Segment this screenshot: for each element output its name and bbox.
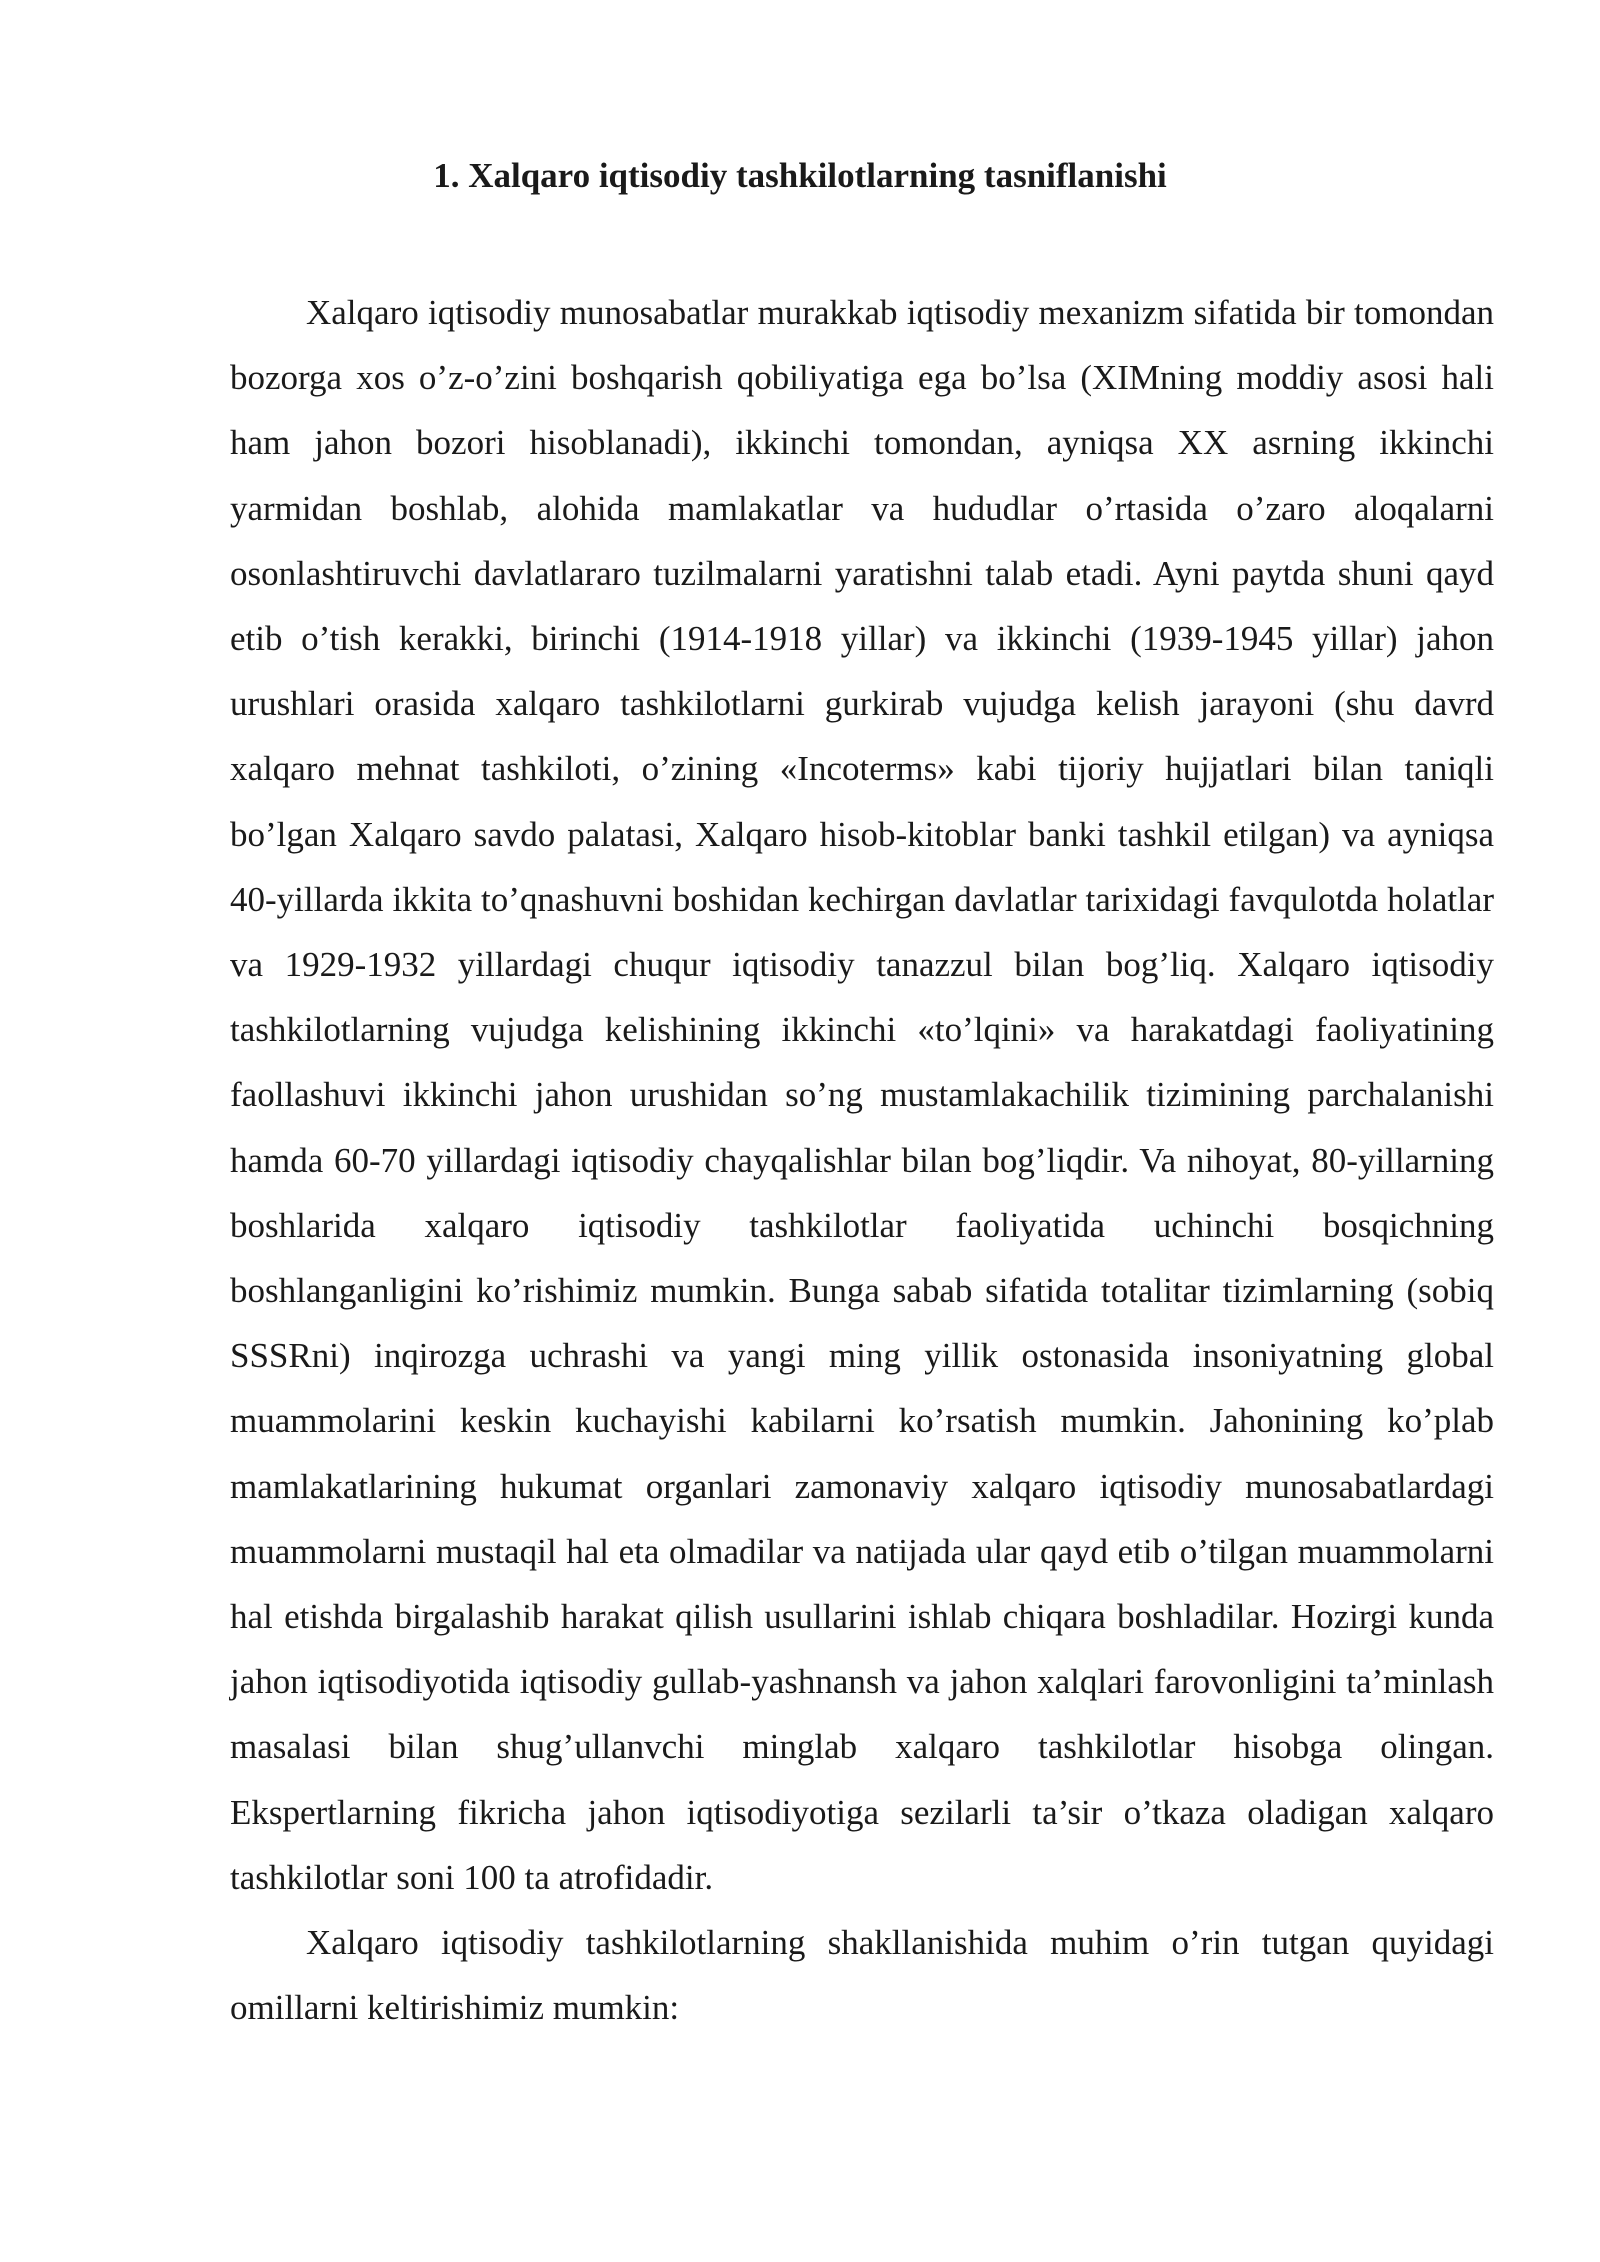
- paragraph-factors: Xalqaro iqtisodiy tashkilotlarning shakllanishida muhim o’rin tutgan quyidagi omillarni keltirishimiz mumkin:: [230, 1923, 1494, 2028]
- paragraph-intro: Xalqaro iqtisodiy munosabatlar murakkab iqtisodiy mexanizm sifatida bir tomondan bozorga xos o’z-o’zini boshqarish qobiliyatiga ega bo’lsa (XIMning moddiy asosi hali ham jahon bozori hisoblanadi), ikkinchi tomondan, ayniqsa XX asrning ikkinchi yarmidan boshlab, alohida mamlakatlar va hududlar o’rtasida o’zaro aloqalarni osonlashtiruvchi davlatlararo tuzilmalarni yaratishni talab etadi. Ayni paytda shuni qayd etib o’tish kerakki, birinchi (1914-1918 yillar) va ikkinchi (1939-1945 yillar) jahon urushlari orasida xalqaro tashkilotlarni gurkirab vujudga kelish jarayoni (shu davrd xalqaro mehnat tashkiloti, o’zining «Incoterms» kabi tijoriy hujjatlari bilan taniqli bo’lgan Xalqaro savdo palatasi, Xalqaro hisob-kitoblar banki tashkil etilgan) va ayniqsa 40-yillarda ikkita to’qnashuvni boshidan kechirgan davlatlar tarixidagi favqulotda holatlar va 1929-1932 yillardagi chuqur iqtisodiy tanazzul bilan bog’liq. Xalqaro iqtisodiy tashkilotlarning vujudga kelishining ikkinchi «to’lqini» va harakatdagi faoliyatining faollashuvi ikkinchi jahon urushidan so’ng mustamlakachilik tizimining parchalanishi hamda 60-70 yillardagi iqtisodiy chayqalishlar bilan bog’liqdir. Va nihoyat, 80-yillarning boshlarida xalqaro iqtisodiy tashkilotlar faoliyatida uchinchi bosqichning boshlanganligini ko’rishimiz mumkin. Bunga sabab sifatida totalitar tizimlarning (sobiq SSSRni) inqirozga uchrashi va yangi ming yillik ostonasida insoniyatning global muammolarini keskin kuchayishi kabilarni ko’rsatish mumkin. Jahonining ko’plab mamlakatlarining hukumat organlari zamonaviy xalqaro iqtisodiy munosabatlardagi muammolarni mustaqil hal eta olmadilar va natijada ular qayd etib o’tilgan muammolarni hal etishda birgalashib harakat qilish usullarini ishlab chiqara boshladilar. Hozirgi kunda jahon iqtisodiyotida iqtisodiy gullab-yashnansh va jahon xalqlari farovonligini ta’minlash masalasi bilan shug’ullanvchi minglab xalqaro tashkilotlar hisobga olingan. Ekspertlarning fikricha jahon iqtisodiyotiga sezilarli ta’sir o’tkaza oladigan xalqaro tashkilotlar soni 100 ta atrofidadir.: [230, 293, 1494, 1897]
- section-title: 1. Xalqaro iqtisodiy tashkilotlarning tasniflanishi: [433, 156, 1167, 195]
- document-body: [230, 280, 1494, 2040]
